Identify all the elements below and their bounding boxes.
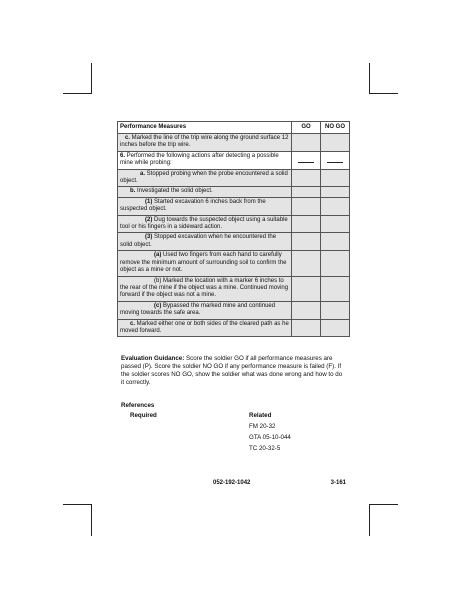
measure-cell: 6. Performed the following actions after detecting a possible mine while probing: [118, 151, 292, 169]
table-row [118, 134, 350, 152]
related-reference-item: GTA 05-10-044 [249, 434, 291, 441]
nogo-cell [321, 169, 350, 187]
measure-cell: (1) Started excavation 6 inches back from the suspected object. [118, 197, 292, 215]
measure-cell: (b) Marked the location with a marker 6 inches to the rear of the mine if the object was a mine. Continued moving forward if the object was not a mine. [118, 276, 292, 301]
header-nogo: NO GO [321, 122, 350, 134]
nogo-cell [321, 134, 350, 152]
nogo-cell [321, 151, 350, 169]
crop-mark [91, 504, 92, 536]
crop-mark [369, 504, 370, 536]
measure-cell: c. Marked either one or both sides of the cleared path as he moved forward. [118, 319, 292, 337]
page-number: 3-161 [330, 480, 346, 486]
crop-mark [370, 93, 398, 94]
table-row [118, 251, 350, 276]
table-row [118, 151, 350, 169]
table-row [118, 233, 350, 251]
go-cell [292, 233, 321, 251]
go-cell [292, 197, 321, 215]
table-row [118, 276, 350, 301]
go-cell [292, 276, 321, 301]
related-reference-item: TC 20-32-5 [249, 445, 281, 452]
go-blank-line [298, 162, 314, 163]
evaluation-heading: Evaluation Guidance: [121, 355, 185, 362]
go-cell [292, 251, 321, 276]
task-number: 052-192-1042 [213, 480, 251, 486]
measure-cell: (a) Used two fingers from each hand to carefully remove the minimum amount of surrounding soil to confirm the object as a mine or not. [118, 251, 292, 276]
table-row [118, 301, 350, 319]
references-section [121, 402, 346, 472]
measure-cell: (c) Bypassed the marked mine and continued moving towards the safe area. [118, 301, 292, 319]
go-cell [292, 134, 321, 152]
crop-mark [63, 504, 91, 505]
table-row [118, 319, 350, 337]
table-header-row [118, 122, 350, 134]
references-required-label: Required [130, 412, 157, 419]
go-cell [292, 187, 321, 197]
crop-mark [91, 63, 92, 94]
measure-cell: b. Investigated the solid object. [118, 187, 292, 197]
crop-mark [370, 504, 398, 505]
go-cell [292, 151, 321, 169]
table-row [118, 169, 350, 187]
measure-cell: a. Stopped probing when the probe encountered a solid object. [118, 169, 292, 187]
go-cell [292, 301, 321, 319]
evaluation-text: Score the soldier GO if all performance measures are passed (P). Score the soldier NO GO if any performance measure is failed (F). If the soldier scores NO GO, show the soldier what was done wrong and how to do it correctly. [121, 355, 343, 386]
nogo-cell [321, 319, 350, 337]
evaluation-guidance [121, 355, 346, 387]
go-cell [292, 215, 321, 233]
table-row [118, 197, 350, 215]
measure-cell: c. Marked the line of the trip wire along the ground surface 12 inches before the trip wire. [118, 134, 292, 152]
nogo-blank-line [327, 162, 343, 163]
nogo-cell [321, 187, 350, 197]
crop-mark [63, 93, 91, 94]
go-cell [292, 169, 321, 187]
crop-mark [369, 63, 370, 94]
nogo-cell [321, 215, 350, 233]
measure-cell: (2) Dug towards the suspected object using a suitable tool or his fingers in a sideward action. [118, 215, 292, 233]
nogo-cell [321, 233, 350, 251]
performance-measures-table [117, 121, 350, 337]
references-related-label: Related [249, 412, 272, 419]
nogo-cell [321, 197, 350, 215]
nogo-cell [321, 251, 350, 276]
references-heading: References [121, 402, 155, 409]
header-go: GO [292, 122, 321, 134]
table-row [118, 187, 350, 197]
nogo-cell [321, 301, 350, 319]
nogo-cell [321, 276, 350, 301]
go-cell [292, 319, 321, 337]
header-performance-measures: Performance Measures [118, 122, 292, 134]
references-related [249, 412, 291, 456]
measure-cell: (3) Stopped excavation when he encountered the solid object. [118, 233, 292, 251]
related-reference-item: FM 20-32 [249, 423, 276, 430]
table-row [118, 215, 350, 233]
